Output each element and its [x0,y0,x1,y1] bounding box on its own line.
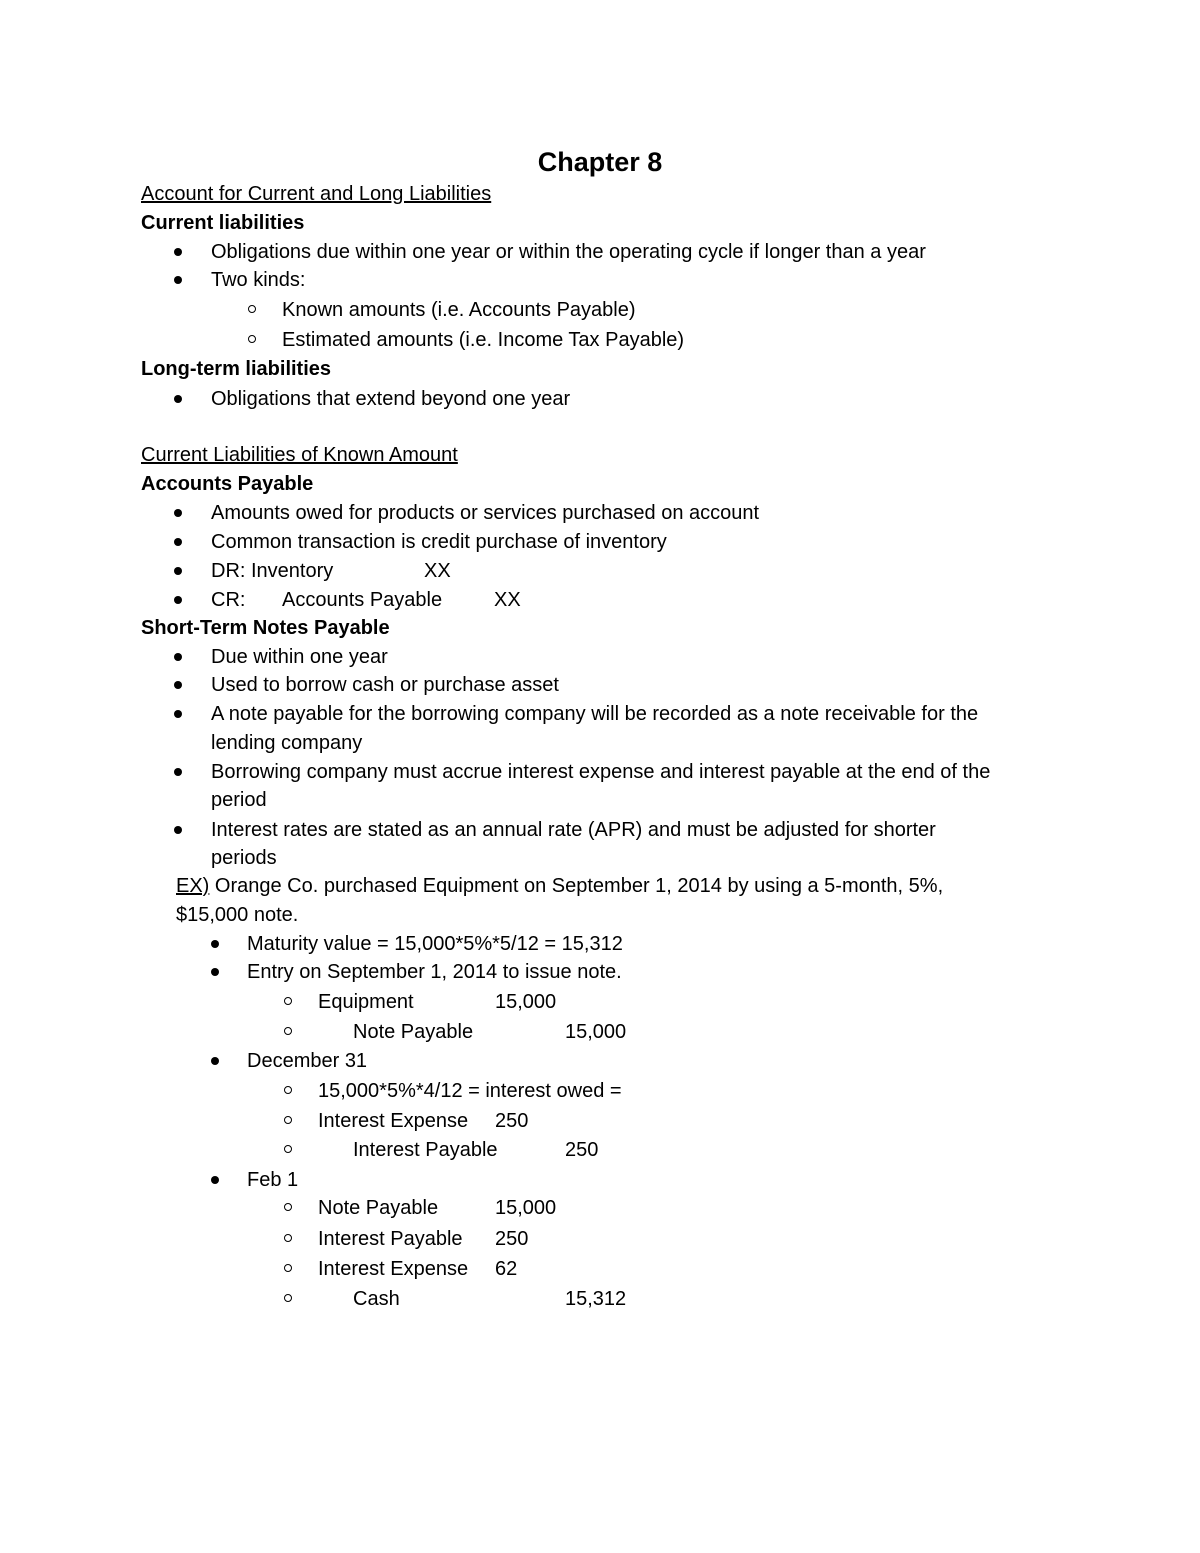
bullet-item: Borrowing company must accrue interest expense and interest payable at the end of the [174,758,953,786]
debit-amount: XX [424,560,451,582]
circle-bullet-icon [248,335,256,343]
bullet-item [211,958,622,986]
bullet-continuation: period [211,789,267,811]
bullet-icon [211,968,219,976]
bullet-item [211,1047,368,1075]
document-page: Chapter 8 Account for Current and Long Liabilities Current liabilities Obligations due within one year or within the operating cycle if longer than a year Two kinds: Known amounts (i.e. Accounts Payable) Estimated amounts (i.e. Income Tax Payable) Long-term liabilities Obligations that extend beyond one year Current Liabilities of Known Amount Accounts Payable Amounts owed for products or services purchased on account Common transaction is credit purchase of inventory DR: Inventory XX CR: Accounts Payable XX Short-Term Notes Payable Due within one year Used to borrow cash or purchase asset A note payable for the borrowing company will be recorded as a note receivable for the lending company Borrowing company must accrue interest expense and interest payable at the end of the period Interest rates are stated as an annual rate (APR) and must be adjusted for shorter periods EX) Orange Co. purchased Equipment on September 1, 2014 by using a 5-month, 5%, $15,000 note. Maturity value = 15,000*5%*5/12 = 15,312 Entry on September 1, 2014 to issue note. Equipment 15,000 Note Payable 15,000 December 31 15,000*5%*4/12 = interest owed = Interest Expense 250 Interest Payable 250 Feb 1 Note Payable 15,000 Interest Payable 250 Interest Expense 62 Cash 15,312 [0,0,1200,1553]
december-heading: December 31 [247,1050,368,1072]
credit-amount: XX [494,589,521,611]
bullet-item: Obligations that extend beyond one year [174,385,533,413]
bullet-icon [174,596,182,604]
circle-bullet-icon [284,1264,292,1272]
example-text: Orange Co. purchased Equipment on September 1, 2014 by using a 5-month, 5%, [209,875,944,897]
circle-bullet-icon [284,1294,292,1302]
bullet-icon [211,1176,219,1184]
bullet-item: Used to borrow cash or purchase asset [174,671,522,699]
bullet-icon [174,567,182,575]
circle-bullet-icon [284,1203,292,1211]
example-line-1 [176,872,943,900]
bullet-icon [174,395,182,403]
section-heading-known-amount: Current Liabilities of Known Amount [141,444,458,466]
bullet-icon [174,248,182,256]
bullet-continuation: lending company [211,732,363,754]
example-line-2: $15,000 note. [176,904,299,926]
bullet-icon [174,509,182,517]
bullet-item [211,1166,299,1194]
bullet-icon [174,768,182,776]
bullet-icon [174,276,182,284]
circle-bullet-icon [284,1027,292,1035]
circle-bullet-icon [284,1116,292,1124]
bullet-item: Common transaction is credit purchase of inventory [174,528,630,556]
short-term-notes-heading: Short-Term Notes Payable [141,617,390,639]
current-liabilities-heading: Current liabilities [141,212,305,234]
bullet-icon [174,710,182,718]
example-label: EX) [176,875,210,897]
circle-bullet-icon [284,997,292,1005]
bullet-item: Due within one year [174,643,351,671]
circle-bullet-icon [284,1086,292,1094]
bullet-icon [174,538,182,546]
bullet-item: Amounts owed for products or services purchased on account [174,499,722,527]
sub-bullet-item: Estimated amounts (i.e. Income Tax Payable) [248,326,650,354]
bullet-item: Obligations due within one year or within the operating cycle if longer than a year [174,238,889,266]
entry-heading: Entry on September 1, 2014 to issue note. [247,961,622,983]
page-title: Chapter 8 [537,147,663,177]
long-term-liabilities-heading: Long-term liabilities [141,358,332,380]
maturity-value: Maturity value = 15,000*5%*5/12 = 15,312 [247,933,623,955]
bullet-item: A note payable for the borrowing company will be recorded as a note receivable for the [174,700,941,728]
credit-account: Accounts Payable [282,589,443,611]
bullet-item: Interest rates are stated as an annual rate (APR) and must be adjusted for shorter [174,816,899,844]
bullet-item: Two kinds: [174,266,268,294]
credit-label: CR: [211,589,246,611]
bullet-item [211,930,623,958]
sub-bullet-item [284,1077,622,1105]
feb-heading: Feb 1 [247,1169,299,1191]
circle-bullet-icon [284,1145,292,1153]
circle-bullet-icon [284,1234,292,1242]
accounts-payable-heading: Accounts Payable [141,473,314,495]
debit-label: DR: Inventory [211,560,334,582]
bullet-icon [174,653,182,661]
bullet-icon [174,681,182,689]
sub-bullet-item: Known amounts (i.e. Accounts Payable) [248,296,602,324]
circle-bullet-icon [248,305,256,313]
section-heading-liabilities: Account for Current and Long Liabilities [141,183,492,205]
bullet-icon [174,826,182,834]
bullet-icon [211,1057,219,1065]
interest-calculation: 15,000*5%*4/12 = interest owed = [318,1080,622,1102]
bullet-continuation: periods [211,847,277,869]
bullet-icon [211,940,219,948]
